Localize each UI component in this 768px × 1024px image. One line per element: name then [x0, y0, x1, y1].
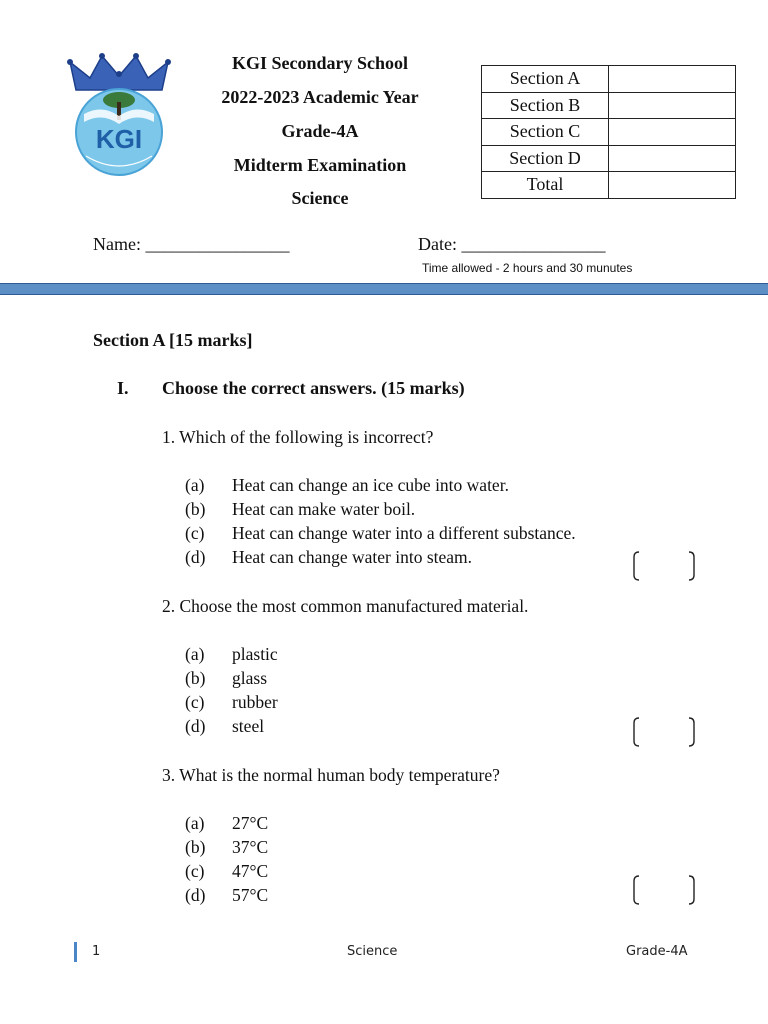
- marks-value: [609, 119, 736, 146]
- exam-title: Midterm Examination: [233, 155, 407, 175]
- answer-bracket[interactable]: [632, 551, 696, 581]
- option-letter: (b): [185, 499, 206, 519]
- marks-value: [609, 172, 736, 199]
- time-allowed: Time allowed - 2 hours and 30 munutes: [422, 261, 633, 275]
- option-text: Heat can change water into a different substance.: [232, 523, 576, 543]
- header-divider-bottom: [0, 294, 768, 295]
- marks-row: [482, 92, 736, 119]
- option-text: glass: [232, 668, 267, 688]
- option-letter: (a): [185, 644, 205, 664]
- option-text: 37°C: [232, 837, 269, 857]
- footer-subject: Science: [347, 944, 398, 959]
- section-instruction: Choose the correct answers. (15 marks): [162, 378, 465, 398]
- option-text: Heat can make water boil.: [232, 499, 416, 519]
- academic-year: 2022-2023 Academic Year: [221, 87, 419, 107]
- option-text: Heat can change water into steam.: [232, 547, 473, 567]
- option-letter: (a): [185, 813, 205, 833]
- section-title: Section A [15 marks]: [93, 330, 253, 350]
- option-text: Heat can change an ice cube into water.: [232, 475, 509, 495]
- marks-label: Section D: [482, 145, 609, 172]
- option-text: 57°C: [232, 885, 269, 905]
- option-text: 47°C: [232, 861, 269, 881]
- option-letter: (b): [185, 668, 206, 688]
- question-text: 1. Which of the following is incorrect?: [162, 427, 434, 447]
- logo-text: KGI: [95, 124, 143, 154]
- marks-row: [482, 145, 736, 172]
- option-text: steel: [232, 716, 265, 736]
- marks-row: [482, 119, 736, 146]
- marks-value: [609, 66, 736, 93]
- option-letter: (d): [185, 547, 206, 567]
- option-letter: (b): [185, 837, 206, 857]
- subject-title: Science: [291, 188, 349, 208]
- option-letter: (c): [185, 861, 205, 881]
- question-text: 2. Choose the most common manufactured material.: [162, 596, 529, 616]
- marks-label: Section B: [482, 92, 609, 119]
- answer-bracket[interactable]: [632, 875, 696, 905]
- option-letter: (c): [185, 523, 205, 543]
- option-letter: (d): [185, 716, 206, 736]
- marks-label: Total: [482, 172, 609, 199]
- option-text: 27°C: [232, 813, 269, 833]
- option-letter: (a): [185, 475, 205, 495]
- header-divider-top: [0, 283, 768, 284]
- option-text: plastic: [232, 644, 278, 664]
- question-text: 3. What is the normal human body temperature?: [162, 765, 500, 785]
- marks-row: [482, 66, 736, 93]
- footer-page-number: 1: [92, 944, 101, 959]
- footer-accent-bar: [74, 942, 77, 962]
- footer-grade: Grade-4A: [626, 944, 688, 959]
- marks-label: Section A: [482, 66, 609, 93]
- marks-value: [609, 145, 736, 172]
- option-letter: (d): [185, 885, 206, 905]
- marks-value: [609, 92, 736, 119]
- option-letter: (c): [185, 692, 205, 712]
- marks-row: [482, 172, 736, 199]
- date-field[interactable]: Date: ________________: [418, 234, 606, 254]
- option-text: rubber: [232, 692, 278, 712]
- answer-bracket[interactable]: [632, 717, 696, 747]
- marks-table: [481, 65, 736, 199]
- grade-label: Grade-4A: [281, 121, 359, 141]
- name-field[interactable]: Name: ________________: [93, 234, 290, 254]
- section-numeral: I.: [117, 378, 129, 398]
- school-name: KGI Secondary School: [231, 53, 409, 73]
- school-logo: [62, 52, 177, 177]
- header-divider: [0, 284, 768, 294]
- marks-label: Section C: [482, 119, 609, 146]
